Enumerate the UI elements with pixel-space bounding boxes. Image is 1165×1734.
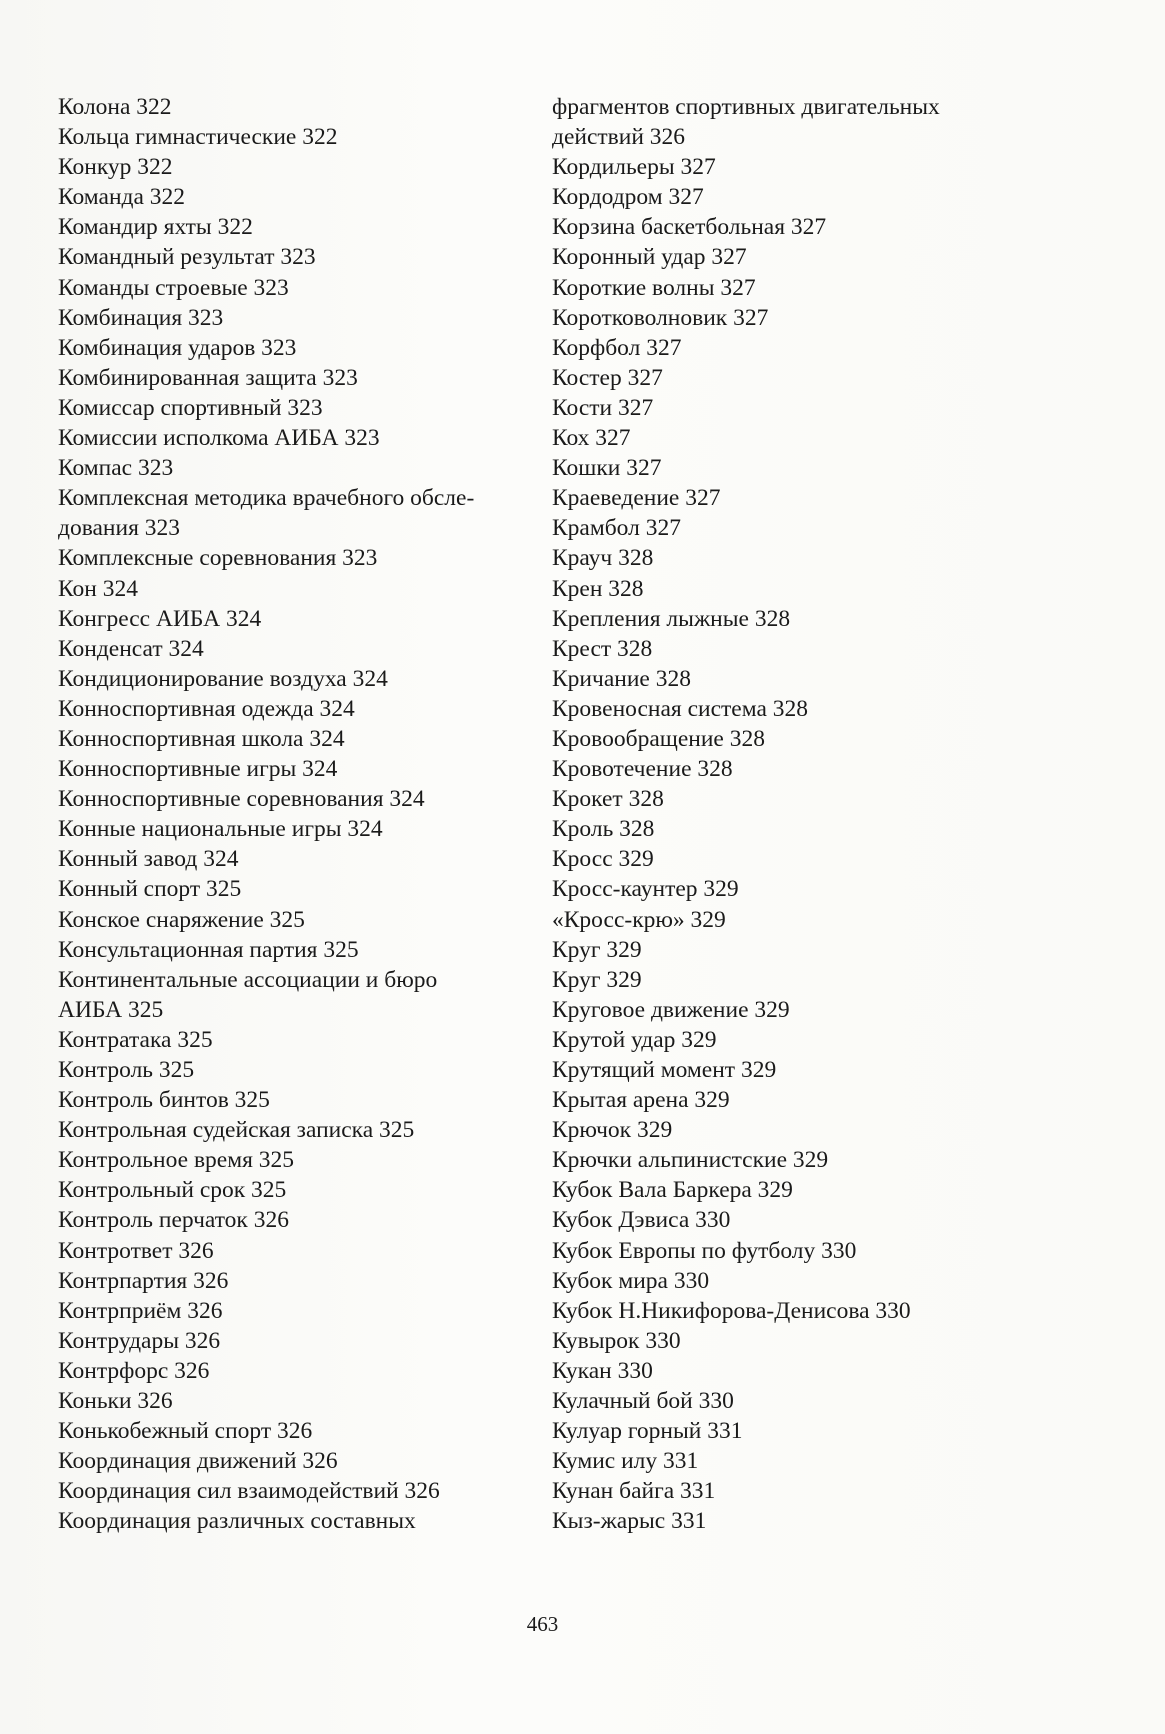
index-column-left <box>58 92 528 1537</box>
index-entry: Кубок Н.Никифорова-Денисова 330 <box>552 1297 911 1324</box>
index-entry: Кон 324 <box>58 575 138 602</box>
index-entry: Комбинация ударов 323 <box>58 334 297 361</box>
index-entry: Контрольная судейская записка 325 <box>58 1117 415 1144</box>
index-entry: Крамбол 327 <box>552 515 681 542</box>
index-entry: Круговое движение 329 <box>552 996 790 1023</box>
index-entry: Кросс-каунтер 329 <box>552 876 739 903</box>
index-entry: Крутой удар 329 <box>552 1026 717 1053</box>
index-entry: Кровеносная система 328 <box>552 695 808 722</box>
index-entry: Контрфорс 326 <box>58 1357 210 1384</box>
index-entry: Контроль 325 <box>58 1057 195 1083</box>
index-entry: Крючки альпинистские 329 <box>552 1147 829 1174</box>
index-entry: Короткие волны 327 <box>552 274 756 301</box>
page-number: 463 <box>526 1612 559 1636</box>
index-entry: Крокет 328 <box>552 786 664 813</box>
index-entry: Контрольный срок 325 <box>58 1177 287 1204</box>
index-entry: Крытая арена 329 <box>552 1087 730 1114</box>
index-entry: Координация движений 326 <box>58 1448 338 1475</box>
index-entry: Костер 327 <box>552 364 663 391</box>
index-entry: Конкур 322 <box>58 154 173 181</box>
index-entry: действий 326 <box>552 124 686 151</box>
index-entry: Кулуар горный 331 <box>552 1418 743 1445</box>
index-entry: Крен 328 <box>552 575 644 602</box>
index-entry: Комбинация 323 <box>58 304 224 331</box>
index-entry: Контрприём 326 <box>58 1297 223 1324</box>
index-entry: Команды строевые 323 <box>58 274 289 301</box>
index-entry: Кувырок 330 <box>552 1327 681 1354</box>
index-entry: Конноспортивные соревнования 324 <box>58 786 425 813</box>
index-entry: Кондиционирование воздуха 324 <box>58 665 388 692</box>
index-entry: Кричание 328 <box>552 665 691 692</box>
index-entry: Кордильеры 327 <box>552 154 716 181</box>
index-entry: Коронный удар 327 <box>552 244 747 271</box>
index-entry: Кошки 327 <box>552 455 662 482</box>
index-entry: Крепления лыжные 328 <box>552 605 791 632</box>
index-entry: Комиссар спортивный 323 <box>58 394 323 421</box>
index-entry: Конноспортивная одежда 324 <box>58 695 355 722</box>
index-entry: Кулачный бой 330 <box>552 1388 734 1415</box>
index-entry: Коньки 326 <box>58 1388 173 1415</box>
index-entry: Кольца гимнастические 322 <box>58 124 338 151</box>
index-entry: Кубок Дэвиса 330 <box>552 1207 731 1234</box>
index-entry: Кубок Европы по футболу 330 <box>552 1237 857 1264</box>
index-entry: Кроль 328 <box>552 816 655 843</box>
index-entry: Контрответ 326 <box>58 1237 214 1264</box>
index-entry: Краеведение 327 <box>552 485 721 512</box>
index-entry: Колона 322 <box>58 94 172 120</box>
index-entry: АИБА 325 <box>58 996 164 1023</box>
index-entry: Контрольное время 325 <box>58 1147 295 1174</box>
index-entry: Контрудары 326 <box>58 1327 221 1354</box>
index-entry: Конноспортивные игры 324 <box>58 756 338 783</box>
index-entry: Крауч 328 <box>552 545 654 572</box>
index-entry: дования 323 <box>58 515 181 542</box>
index-entry: Кости 327 <box>552 394 654 421</box>
index-entry: Кумис илу 331 <box>552 1448 699 1475</box>
index-entry: Командный результат 323 <box>58 244 316 271</box>
index-entry: Контроль перчаток 326 <box>58 1207 289 1234</box>
index-entry: Комбинированная защита 323 <box>58 364 358 391</box>
index-entry: Конденсат 324 <box>58 635 204 662</box>
index-entry: Коротковолновик 327 <box>552 304 769 331</box>
index-column-right <box>552 92 1032 1537</box>
index-entry: Континентальные ассоциации и бюро <box>58 966 438 993</box>
index-entry: Конноспортивная школа 324 <box>58 725 345 752</box>
index-entry: Круг 329 <box>552 936 642 963</box>
index-entry: Крест 328 <box>552 635 653 662</box>
index-entry: Компас 323 <box>58 455 174 482</box>
index-entry: Командир яхты 322 <box>58 214 253 241</box>
index-entry: Конькобежный спорт 326 <box>58 1418 313 1445</box>
index-entry: Круг 329 <box>552 966 642 993</box>
index-entry: Кордодром 327 <box>552 184 704 211</box>
index-entry: Конный спорт 325 <box>58 876 242 903</box>
index-entry: Кунан байга 331 <box>552 1478 716 1505</box>
index-entry: Конгресс АИБА 324 <box>58 605 262 632</box>
index-entry: «Кросс-крю» 329 <box>552 906 726 933</box>
index-entry: Конные национальные игры 324 <box>58 816 383 843</box>
index-entry: Корфбол 327 <box>552 334 682 361</box>
index-entry: Контратака 325 <box>58 1026 213 1053</box>
index-entry: Крутящий момент 329 <box>552 1057 777 1083</box>
index-entry: Кровотечение 328 <box>552 756 733 783</box>
index-entry: Комплексные соревнования 323 <box>58 545 378 572</box>
index-entry: Контроль бинтов 325 <box>58 1087 270 1114</box>
index-entry: Кох 327 <box>552 425 631 452</box>
index-entry: Корзина баскетбольная 327 <box>552 214 827 241</box>
index-entry: Конское снаряжение 325 <box>58 906 305 933</box>
index-entry: Координация сил взаимодействий 326 <box>58 1478 440 1505</box>
index-entry: Координация различных составных <box>58 1508 416 1535</box>
index-entry: Кросс 329 <box>552 846 654 873</box>
index-entry: Кровообращение 328 <box>552 725 765 752</box>
index-entry: Контрпартия 326 <box>58 1267 229 1294</box>
index-entry: Кыз-жарыс 331 <box>552 1508 707 1535</box>
index-entry: Комплексная методика врачебного обсле- <box>58 485 475 512</box>
index-entry: Конный завод 324 <box>58 846 239 873</box>
index-entry: Консультационная партия 325 <box>58 936 359 963</box>
index-entry: Кубок мира 330 <box>552 1267 710 1294</box>
index-entry: Кубок Вала Баркера 329 <box>552 1177 793 1204</box>
index-entry: Крючок 329 <box>552 1117 673 1144</box>
index-entry: Кукан 330 <box>552 1357 653 1384</box>
index-entry: Комиссии исполкома АИБА 323 <box>58 425 380 452</box>
index-entry: фрагментов спортивных двигательных <box>552 94 940 120</box>
index-entry: Команда 322 <box>58 184 186 211</box>
